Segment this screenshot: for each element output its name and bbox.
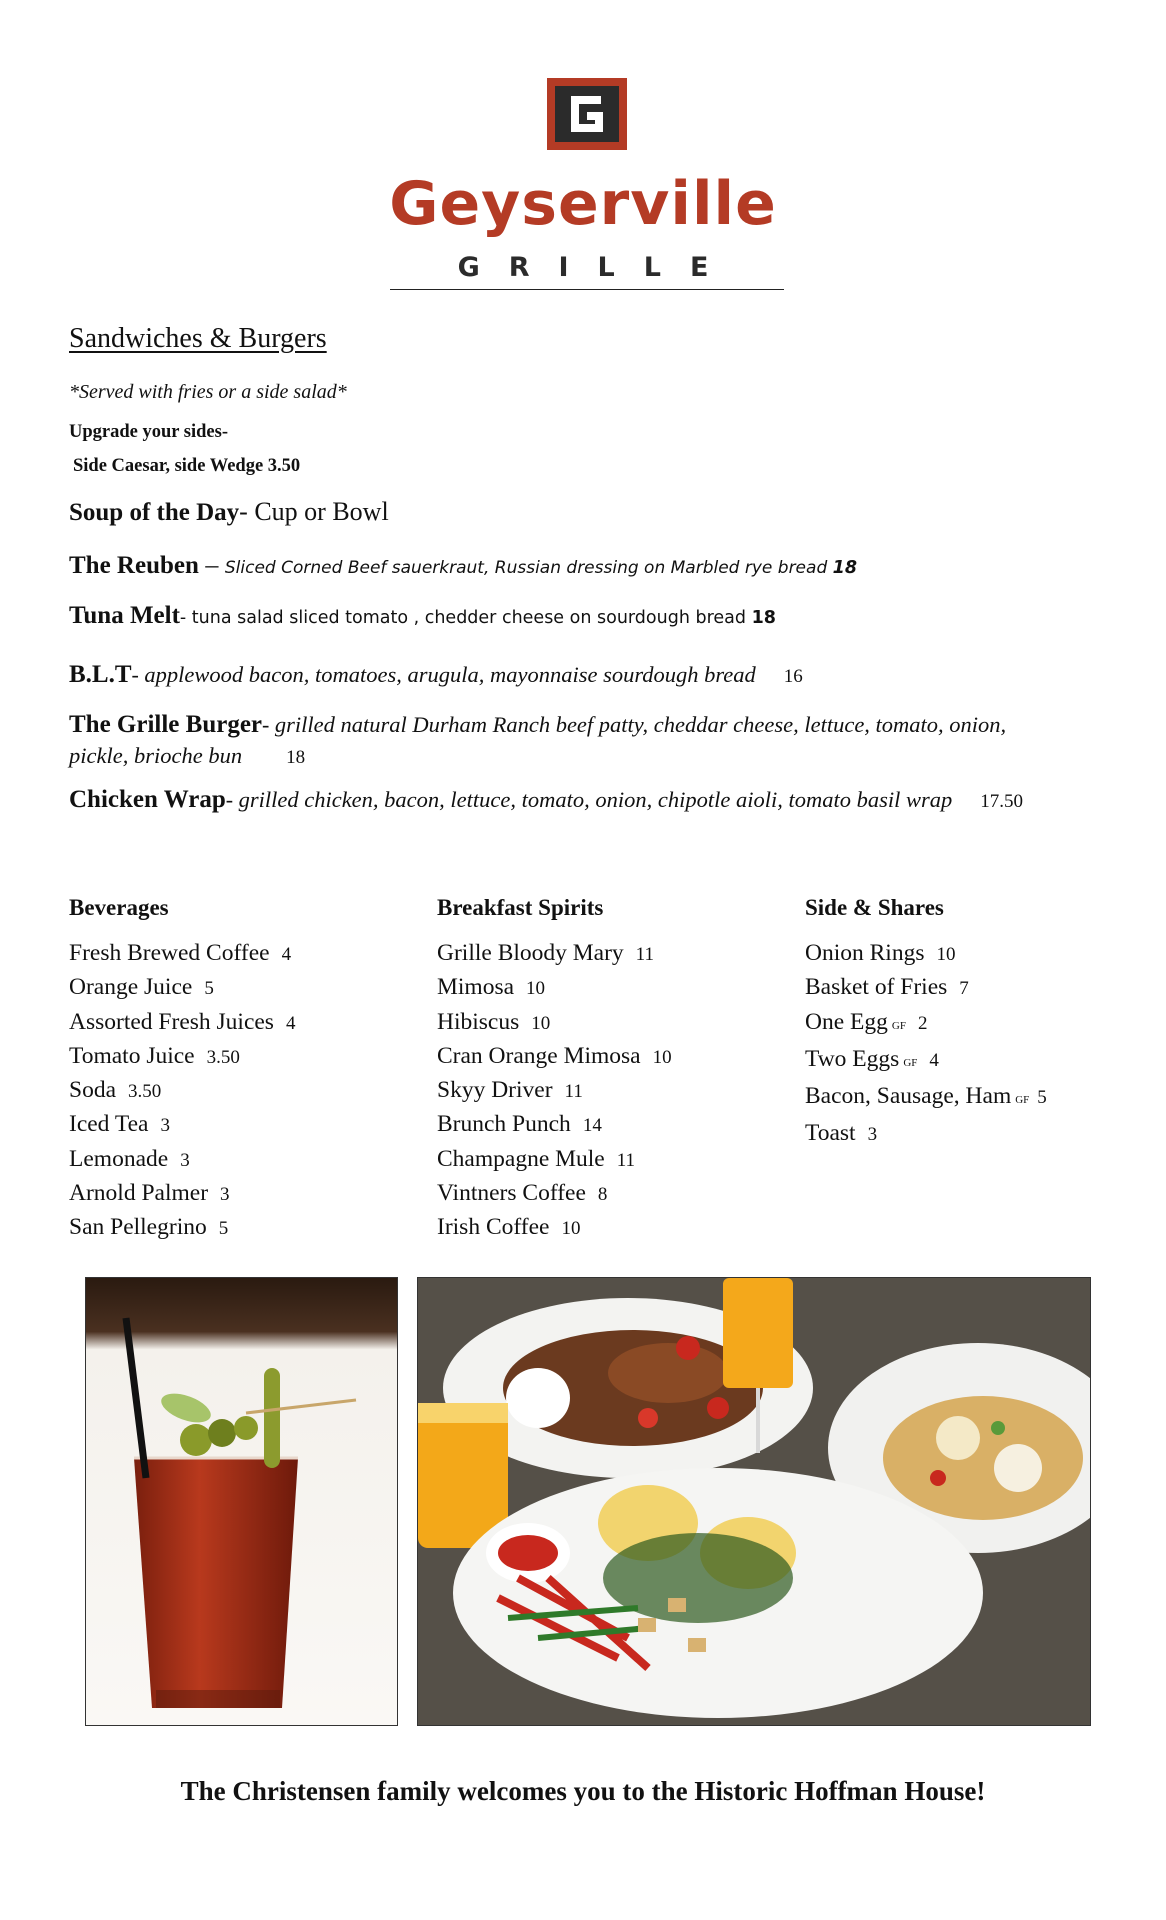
list-item: Two Eggs GF 4 [805,1045,939,1072]
g-monogram-icon [547,78,627,150]
list-item: Irish Coffee 10 [437,1214,581,1241]
list-item: Hibiscus 10 [437,1008,551,1035]
logo-divider [390,289,784,290]
list-item: Grille Bloody Mary 11 [437,940,654,966]
item-price: 18 [751,608,776,628]
item-desc: grilled natural Durham Ranch beef patty, cheddar cheese, lettuce, tomato, onion, [274,712,1007,737]
list-item: Orange Juice 5 [69,974,214,1001]
gluten-free-tag: GF [891,1019,906,1032]
column-title: Beverages [69,895,169,920]
menu-item-blt [69,661,803,689]
item-sep: - [179,608,192,628]
menu-item-tuna-melt [69,602,776,630]
column-title: Breakfast Spirits [437,895,604,920]
list-item: Cran Orange Mimosa 10 [437,1042,672,1069]
upgrade-heading: Upgrade your sides- [69,422,228,442]
list-item: Iced Tea 3 [69,1111,170,1138]
breakfast-spirits-column [437,893,767,1246]
upgrade-options: Side Caesar, side Wedge 3.50 [73,456,301,476]
item-sep: - [262,712,275,737]
menu-item-grille-burger-cont [69,743,305,769]
item-desc: tuna salad sliced tomato , chedder cheese on sourdough bread [191,608,752,628]
item-sep: - [131,662,145,687]
item-name: Soup of the Day [69,499,240,526]
menu-item-soup [69,497,389,527]
item-desc-continued: pickle, brioche bun [69,743,243,768]
item-price: 17.50 [980,791,1023,812]
list-item: Soda 3.50 [69,1077,162,1104]
list-item: Brunch Punch 14 [437,1111,602,1138]
list-item: Vintners Coffee 8 [437,1180,608,1207]
list-item: Bacon, Sausage, Ham GF 5 [805,1083,1047,1110]
brand-subtitle: GRILLE [457,252,738,283]
menu-item-reuben [69,550,857,580]
list-item: Toast 3 [805,1120,878,1147]
item-name: B.L.T [69,661,132,688]
item-price: 18 [286,747,306,768]
welcome-message: The Christensen family welcomes you to the Historic Hoffman House! [180,1776,986,1806]
list-item: Assorted Fresh Juices 4 [69,1008,296,1035]
list-item: Mimosa 10 [437,974,546,1001]
item-sep: - [239,497,255,526]
section-title: Sandwiches & Burgers [69,323,327,354]
item-desc: grilled chicken, bacon, lettuce, tomato, onion, chipotle aioli, tomato basil wrap [238,787,953,812]
brand-name: Geyserville [389,169,777,239]
list-item: Arnold Palmer 3 [69,1180,230,1207]
list-item: Basket of Fries 7 [805,974,969,1001]
menu-item-grille-burger [69,711,1006,739]
list-item: Fresh Brewed Coffee 4 [69,940,292,966]
menu-item-chicken-wrap [69,786,1023,814]
gluten-free-tag: GF [1015,1094,1030,1107]
list-item: Tomato Juice 3.50 [69,1042,240,1069]
list-item: Lemonade 3 [69,1145,190,1172]
gluten-free-tag: GF [903,1056,918,1069]
item-price: 16 [783,666,803,687]
item-name: Tuna Melt [69,602,180,629]
section-note: *Served with fries or a side salad* [69,381,347,403]
item-desc: applewood bacon, tomatoes, arugula, mayonnaise sourdough bread [144,662,756,687]
list-item: San Pellegrino 5 [69,1214,229,1241]
beverages-column [69,893,399,1246]
item-name: The Reuben [69,552,199,579]
breakfast-spread-photo [417,1277,1091,1726]
list-item: Champagne Mule 11 [437,1145,636,1172]
list-item: Skyy Driver 11 [437,1077,583,1104]
item-name: Chicken Wrap [69,786,226,813]
item-price: 18 [832,558,857,578]
column-title: Side & Shares [805,895,944,920]
item-name: The Grille Burger [69,711,263,738]
item-desc: Cup or Bowl [254,497,389,526]
bloody-mary-photo [85,1277,398,1726]
side-shares-column [805,893,1105,1152]
item-sep: – [198,550,225,579]
item-desc: Sliced Corned Beef sauerkraut, Russian dressing on Marbled rye bread [224,558,833,578]
list-item: One Egg GF 2 [805,1008,928,1035]
list-item: Onion Rings 10 [805,940,956,966]
item-sep: - [225,787,239,812]
